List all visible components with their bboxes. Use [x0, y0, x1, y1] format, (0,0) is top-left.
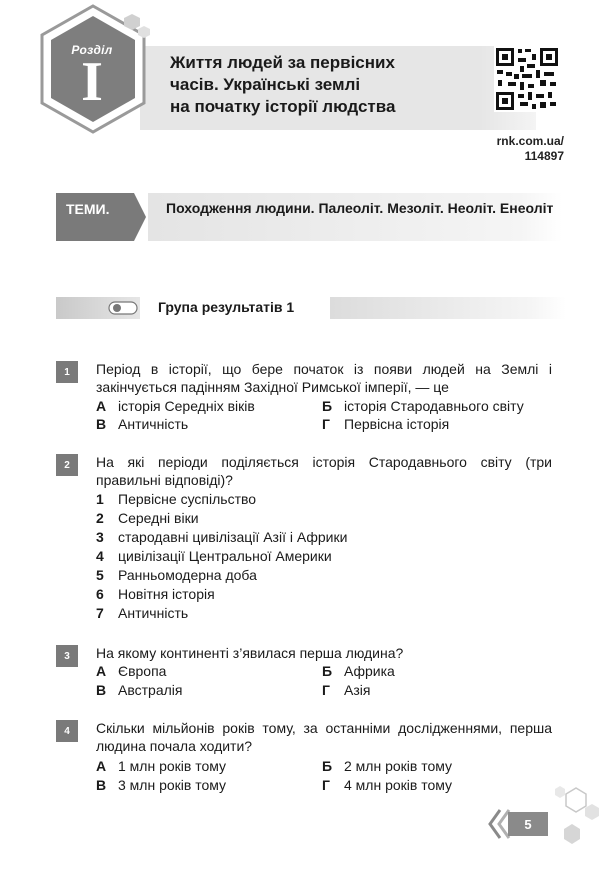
- answer-option[interactable]: 1 Первісне суспільство: [96, 491, 257, 507]
- qr-url[interactable]: [440, 134, 564, 164]
- group-title: Група результатів 1: [158, 299, 295, 315]
- answer-option[interactable]: 2 Середні віки: [96, 510, 199, 526]
- answer-option[interactable]: В Австралія: [96, 682, 183, 698]
- answer-option[interactable]: Б Африка: [322, 663, 395, 679]
- question-text: Період в історії, що бере початок із появи людей на Землі і закінчується падінням Західної Римської імперії, — це: [96, 361, 552, 395]
- chapter-title-line: часів. Українські землі: [170, 75, 361, 94]
- page-number: 5: [508, 812, 548, 836]
- answer-option[interactable]: 4 цивілізації Центральної Америки: [96, 548, 332, 564]
- answer-option[interactable]: Б історія Стародавнього світу: [322, 398, 524, 414]
- decorative-hexagons-icon: [546, 784, 600, 844]
- section-word: Розділ: [71, 43, 113, 57]
- answer-option[interactable]: 7 Античність: [96, 605, 189, 621]
- answer-option[interactable]: Г Азія: [322, 682, 371, 698]
- group-pill-icon: [108, 300, 138, 316]
- answer-option[interactable]: 3 стародавні цивілізації Азії і Африки: [96, 529, 348, 545]
- question-text: На якому континенті з’явилася перша людина?: [96, 645, 404, 661]
- question-number: 2: [56, 454, 78, 476]
- qr-url-line: rnk.com.ua/: [496, 134, 564, 148]
- topics-text: Походження людини. Палеоліт. Мезоліт. Неоліт. Енеоліт: [166, 200, 554, 216]
- qr-url-line: 114897: [524, 149, 564, 163]
- answer-option[interactable]: Г 4 млн років тому: [322, 777, 453, 793]
- answer-option[interactable]: В 3 млн років тому: [96, 777, 227, 793]
- answer-option[interactable]: 6 Новітня історія: [96, 586, 215, 602]
- answer-option[interactable]: А історія Середніх віків: [96, 398, 255, 414]
- answer-option[interactable]: А 1 млн років тому: [96, 758, 227, 774]
- qr-code-icon[interactable]: [494, 46, 560, 112]
- answer-option[interactable]: Г Первісна історія: [322, 416, 450, 432]
- chapter-title-line: на початку історії людства: [170, 97, 396, 116]
- answer-option[interactable]: А Європа: [96, 663, 167, 679]
- question-text: Скільки мільйонів років тому, за останніми дослідженнями, перша людина почала ходити?: [96, 720, 552, 754]
- topics-label: ТЕМИ.: [66, 201, 110, 217]
- section-number: I: [81, 51, 103, 113]
- chapter-title: [170, 52, 470, 118]
- chapter-title-line: Життя людей за первісних: [170, 53, 395, 72]
- question-number: 1: [56, 361, 78, 383]
- answer-option[interactable]: В Античність: [96, 416, 189, 432]
- group-bar-right: [330, 297, 566, 319]
- answer-option[interactable]: 5 Ранньомодерна доба: [96, 567, 257, 583]
- question-number: 3: [56, 645, 78, 667]
- question-number: 4: [56, 720, 78, 742]
- answer-option[interactable]: Б 2 млн років тому: [322, 758, 453, 774]
- question-text: На які періоди поділяється історія Стародавнього світу (три правильні відповіді)?: [96, 454, 552, 488]
